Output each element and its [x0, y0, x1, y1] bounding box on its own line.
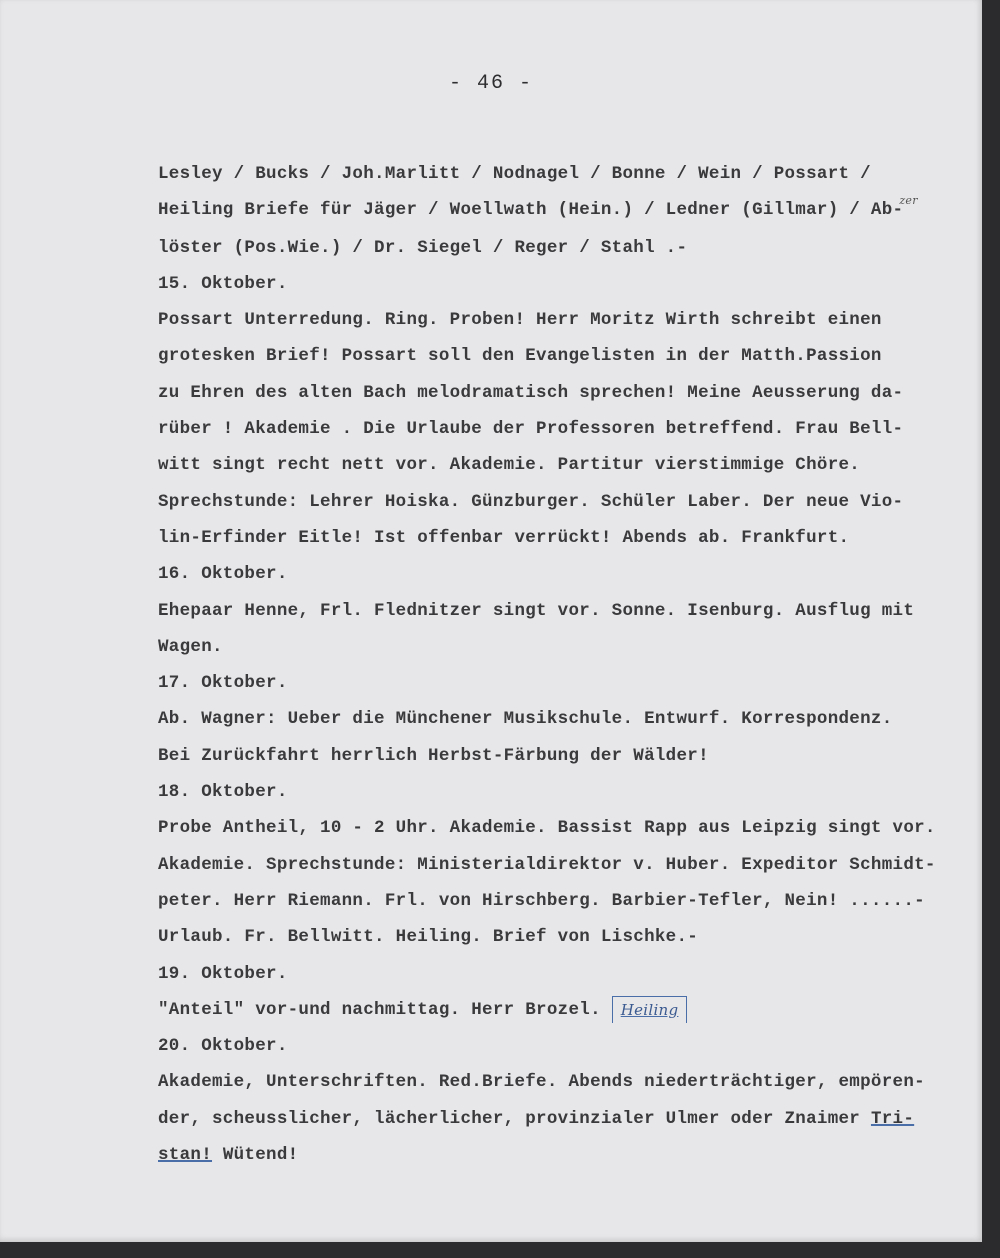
- text-line: Wagen.: [158, 636, 223, 657]
- handwritten-annotation: Heiling: [612, 996, 688, 1023]
- text-line: Akademie, Unterschriften. Red.Briefe. Abends niederträchtiger, empören-: [158, 1072, 925, 1093]
- underlined-word: stan!: [158, 1145, 213, 1166]
- date-heading: 20. Oktober.: [158, 1036, 288, 1057]
- text-line: Sprechstunde: Lehrer Hoiska. Günzburger. Schüler Laber. Der neue Vio-: [158, 491, 904, 512]
- text-line: Bei Zurückfahrt herrlich Herbst-Färbung der Wälder!: [158, 745, 709, 766]
- text-line: grotesken Brief! Possart soll den Evangelisten in der Matth.Passion: [158, 346, 882, 367]
- date-heading: 18. Oktober.: [158, 782, 288, 803]
- typed-text-body: [158, 156, 968, 1173]
- date-heading: 19. Oktober.: [158, 963, 288, 984]
- text-line: zu Ehren des alten Bach melodramatisch sprechen! Meine Aeusserung da-: [158, 382, 904, 403]
- text-line: löster (Pos.Wie.) / Dr. Siegel / Reger / Stahl .-: [158, 237, 688, 258]
- underlined-word: Tri-: [870, 1108, 915, 1129]
- text-line: der, scheusslicher, lächerlicher, provinzialer Ulmer oder Znaimer Tri-: [158, 1108, 915, 1129]
- handwritten-correction: zer: [899, 194, 918, 208]
- text-line: witt singt recht nett vor. Akademie. Partitur vierstimmige Chöre.: [158, 455, 861, 476]
- text-line: lin-Erfinder Eitle! Ist offenbar verrückt! Abends ab. Frankfurt.: [158, 527, 850, 548]
- date-heading: 16. Oktober.: [158, 564, 288, 585]
- text-line: Ab. Wagner: Ueber die Münchener Musikschule. Entwurf. Korrespondenz.: [158, 709, 893, 730]
- text-line: peter. Herr Riemann. Frl. von Hirschberg. Barbier-Tefler, Nein! ......-: [158, 890, 925, 911]
- text-line: Probe Antheil, 10 - 2 Uhr. Akademie. Bassist Rapp aus Leipzig singt vor.: [158, 818, 936, 839]
- text-line: rüber ! Akademie . Die Urlaube der Professoren betreffend. Frau Bell-: [158, 419, 904, 440]
- page-number: - 46 -: [448, 72, 533, 95]
- date-heading: 17. Oktober.: [158, 673, 288, 694]
- text-line: Possart Unterredung. Ring. Proben! Herr Moritz Wirth schreibt einen: [158, 310, 882, 331]
- text-line: Lesley / Bucks / Joh.Marlitt / Nodnagel / Bonne / Wein / Possart /: [158, 164, 871, 184]
- text-line: Akademie. Sprechstunde: Ministerialdirektor v. Huber. Expeditor Schmidt-: [158, 854, 936, 875]
- text-line: Ehepaar Henne, Frl. Flednitzer singt vor. Sonne. Isenburg. Ausflug mit: [158, 600, 915, 621]
- text-line: stan! Wütend!: [158, 1145, 299, 1166]
- text-line: Urlaub. Fr. Bellwitt. Heiling. Brief von Lischke.-: [158, 927, 699, 948]
- date-heading: 15. Oktober.: [158, 273, 288, 294]
- text-line: Heiling Briefe für Jäger / Woellwath (Hein.) / Ledner (Gillmar) / Ab-zer: [158, 192, 968, 229]
- text-line: "Anteil" vor-und nachmittag. Herr Brozel. Heiling: [158, 992, 968, 1028]
